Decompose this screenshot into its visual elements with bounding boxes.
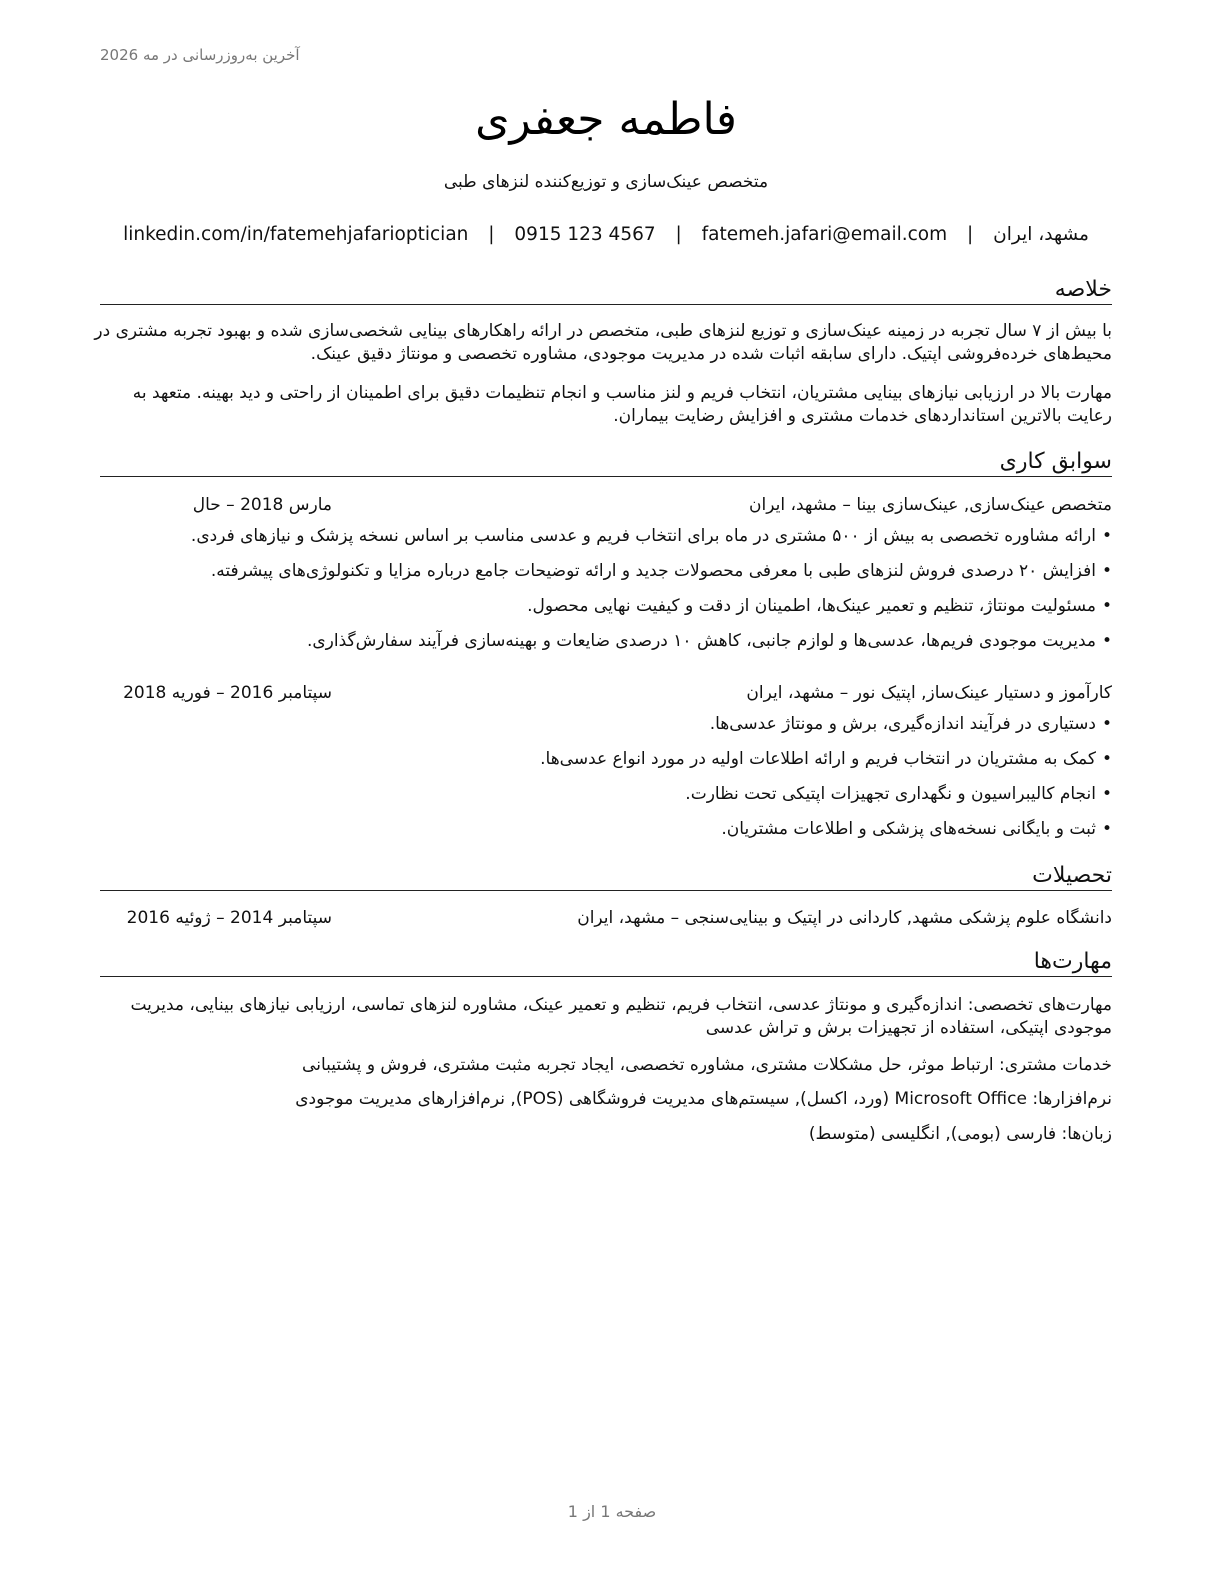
- summary-paragraph: با بیش از ۷ سال تجربه در زمینه عینک‌سازی و توزیع لنزهای طبی، متخصص در ارائه راهکارهای بینایی شخصی‌سازی شده و بهبود تجربه مشتری در محیط‌های خرده‌فروشی اپتیک. دارای سابقه اثبات شده در مدیریت موجودی، مشاوره تخصصی و مونتاژ دقیق عینک.: [94, 321, 1112, 364]
- page-number: صفحه 1 از 1: [567, 1502, 657, 1521]
- bullet-text: انجام کالیبراسیون و نگهداری تجهیزات اپتیکی تحت نظارت.: [685, 784, 1096, 804]
- bullet-text: کمک به مشتریان در انتخاب فریم و ارائه اطلاعات اولیه در مورد انواع عدسی‌ها.: [540, 749, 1096, 769]
- job-header: [100, 681, 1112, 705]
- contact-separator: |: [675, 224, 682, 245]
- section-title-summary: خلاصه: [100, 276, 1112, 305]
- contact-separator: |: [967, 224, 974, 245]
- bullet-icon: •: [1101, 784, 1112, 804]
- candidate-headline: متخصص عینک‌سازی و توزیع‌کننده لنزهای طبی: [443, 172, 769, 192]
- bullet-icon: •: [1101, 714, 1112, 734]
- section-title-experience: سوابق کاری: [100, 448, 1112, 477]
- job-bullet: [100, 629, 1112, 653]
- contact-line: [100, 222, 1112, 248]
- candidate-name: فاطمه جعفری: [475, 94, 737, 145]
- section-title-education: تحصیلات: [100, 862, 1112, 891]
- bullet-text: افزایش ۲۰ درصدی فروش لنزهای طبی با معرفی محصولات جدید و ارائه توضیحات جامع درباره مزایا و تکنولوژی‌های پیشرفته.: [210, 561, 1096, 581]
- job-bullet: [100, 559, 1112, 583]
- contact-separator: |: [488, 224, 495, 245]
- bullet-text: مسئولیت مونتاژ، تنظیم و تعمیر عینک‌ها، اطمینان از دقت و کیفیت نهایی محصول.: [527, 596, 1096, 616]
- contact-linkedin[interactable]: linkedin.com/in/fatemehjafarioptician: [123, 224, 469, 245]
- last-updated-note: آخرین به‌روزرسانی در مه 2026: [100, 46, 300, 64]
- job-bullet: [100, 524, 1112, 548]
- skill-line: زبان‌ها: فارسی (بومی), انگلیسی (متوسط): [808, 1124, 1112, 1144]
- education-entry: [100, 906, 1112, 930]
- job-bullet: [100, 747, 1112, 771]
- bullet-icon: •: [1101, 631, 1112, 651]
- job-bullet: [100, 817, 1112, 841]
- job-dates: سپتامبر 2016 – فوریه 2018: [123, 683, 332, 703]
- job-dates: مارس 2018 – حال: [192, 495, 332, 515]
- job-bullet: [100, 782, 1112, 806]
- contact-location: مشهد، ایران: [993, 224, 1089, 245]
- education-school: دانشگاه علوم پزشکی مشهد, کاردانی در اپتیک و بینایی‌سنجی – مشهد، ایران: [577, 908, 1112, 928]
- job-bullet: [100, 594, 1112, 618]
- job-role: کارآموز و دستیار عینک‌ساز, اپتیک نور – مشهد، ایران: [746, 683, 1112, 703]
- bullet-text: ارائه مشاوره تخصصی به بیش از ۵۰۰ مشتری در ماه برای انتخاب فریم و عدسی مناسب بر اساس نسخه پزشک و نیازهای فردی.: [190, 526, 1096, 546]
- job-role: متخصص عینک‌سازی, عینک‌سازی بینا – مشهد، ایران: [749, 495, 1112, 515]
- bullet-text: مدیریت موجودی فریم‌ها، عدسی‌ها و لوازم جانبی، کاهش ۱۰ درصدی ضایعات و بهینه‌سازی فرآیند سفارش‌گذاری.: [306, 631, 1096, 651]
- section-title-skills: مهارت‌ها: [100, 948, 1112, 977]
- education-dates: سپتامبر 2014 – ژوئیه 2016: [126, 908, 332, 928]
- summary-paragraph: مهارت بالا در ارزیابی نیازهای بینایی مشتریان، انتخاب فریم و لنز مناسب و انجام تنظیمات دقیق برای اطمینان از راحتی و دید بهینه. متعهد به رعایت بالاترین استانداردهای خدمات مشتری و افزایش رضایت بیماران.: [132, 383, 1112, 426]
- contact-phone: 0915 123 4567: [514, 224, 656, 245]
- skill-line: خدمات مشتری: ارتباط موثر، حل مشکلات مشتری، مشاوره تخصصی، ایجاد تجربه مثبت مشتری، فروش و پشتیبانی: [302, 1055, 1112, 1075]
- job-bullet: [100, 712, 1112, 736]
- bullet-icon: •: [1101, 819, 1112, 839]
- bullet-icon: •: [1101, 749, 1112, 769]
- bullet-text: ثبت و بایگانی نسخه‌های پزشکی و اطلاعات مشتریان.: [721, 819, 1096, 839]
- skill-line: مهارت‌های تخصصی: اندازه‌گیری و مونتاژ عدسی، انتخاب فریم، تنظیم و تعمیر عینک، مشاوره لنزهای تماسی، ارزیابی نیازهای بینایی، مدیریت موجودی اپتیکی، استفاده از تجهیزات برش و تراش عدسی: [130, 995, 1112, 1038]
- bullet-icon: •: [1101, 526, 1112, 546]
- bullet-icon: •: [1101, 561, 1112, 581]
- contact-email[interactable]: fatemeh.jafari@email.com: [701, 224, 948, 245]
- bullet-icon: •: [1101, 596, 1112, 616]
- skill-line: نرم‌افزارها: Microsoft Office (ورد، اکسل), سیستم‌های مدیریت فروشگاهی (POS), نرم‌افزارهای مدیریت موجودی: [295, 1089, 1112, 1109]
- bullet-text: دستیاری در فرآیند اندازه‌گیری، برش و مونتاژ عدسی‌ها.: [709, 714, 1096, 734]
- job-header: [100, 493, 1112, 517]
